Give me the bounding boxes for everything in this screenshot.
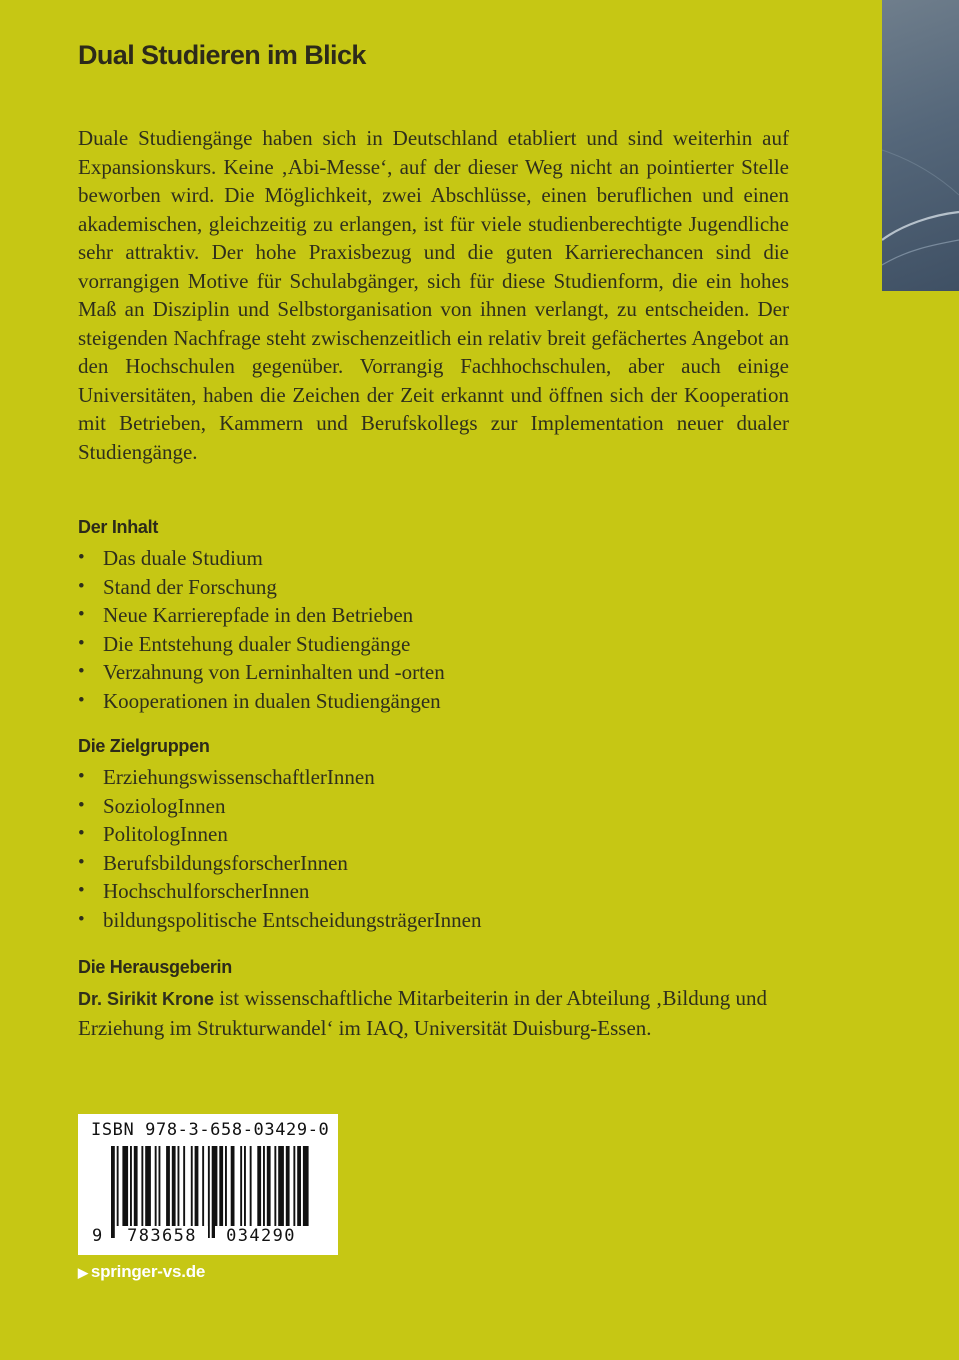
list-item: [78, 877, 482, 906]
bullet-icon: •: [78, 632, 85, 654]
list-item-label: HochschulforscherInnen: [103, 879, 310, 903]
bullet-icon: •: [78, 880, 85, 901]
list-item-label: Die Entstehung dualer Studiengänge: [103, 631, 411, 656]
bullet-icon: •: [78, 575, 85, 597]
list-item: [78, 687, 445, 716]
list-item-label: ErziehungswissenschaftlerInnen: [103, 765, 375, 789]
list-item-label: Das duale Studium: [103, 546, 263, 570]
editor-heading: Die Herausgeberin: [78, 957, 232, 977]
list-item: [78, 544, 445, 573]
editor-name: Dr. Sirikit Krone: [78, 989, 215, 1009]
list-item-label: Kooperationen in dualen Studiengängen: [103, 688, 441, 713]
bullet-icon: •: [78, 661, 85, 682]
corner-curves-graphic: [882, 0, 959, 291]
list-item-label: Verzahnung von Lerninhalten und -orten: [103, 660, 445, 684]
isbn-label: ISBN 978-3-658-03429-0: [91, 1120, 330, 1140]
bullet-icon: •: [78, 794, 85, 816]
list-item-label: Neue Karrierepfade in den Betrieben: [103, 603, 414, 627]
book-blurb: Duale Studiengänge haben sich in Deutschland etabliert und sind weiterhin auf Expansionskurs. Keine ‚Abi-Messe‘, auf der dieser Weg nicht an pointierter Stelle beworben wird. Die Möglichkeit, zwei Abschlüsse, einen beruflichen und einen akademischen, gleichzeitig zu erlangen, ist für viele studienberechtigte Jugendliche sehr attraktiv. Der hohe Praxisbezug und die guten Karrierechancen sind die vorrangigen Motive für Schulabgänger, sich für diese Studienform, die ein hohes Maß an Disziplin und Selbstorganisation von ihnen verlangt, zu entscheiden. Der steigenden Nachfrage steht zwischenzeitlich ein relativ breit gefächertes Angebot an den Hochschulen gegenüber. Vorrangig Fachhochschulen, aber auch einige Universitäten, haben die Zeichen der Zeit erkannt und öffnen sich der Kooperation mit Betrieben, Kammern und Berufskollegs zur Implementation neuer dualer Studiengänge.: [78, 126, 789, 464]
list-item: [78, 630, 445, 659]
bullet-icon: •: [78, 908, 85, 930]
list-item: [78, 573, 445, 602]
list-item: [78, 601, 445, 630]
barcode-digits-right: 034290: [215, 1226, 307, 1246]
editor-bio: [78, 984, 789, 1042]
bullet-icon: •: [78, 766, 85, 787]
bullet-icon: •: [78, 823, 85, 844]
bullet-icon: •: [78, 851, 85, 873]
contents-list: [78, 544, 445, 715]
play-arrow-icon: ▶: [78, 1265, 88, 1280]
list-item-label: SoziologInnen: [103, 793, 226, 818]
list-item: [78, 849, 482, 878]
contents-heading: Der Inhalt: [78, 517, 159, 537]
book-title: Dual Studieren im Blick: [78, 40, 366, 70]
list-item: [78, 906, 482, 935]
list-item: [78, 763, 482, 792]
audience-heading: Die Zielgruppen: [78, 736, 210, 756]
list-item-label: PolitologInnen: [103, 822, 228, 846]
bullet-icon: •: [78, 604, 85, 625]
cover-corner-graphic: [882, 0, 959, 291]
list-item: [78, 792, 482, 821]
list-item-label: BerufsbildungsforscherInnen: [103, 850, 348, 875]
publisher-website[interactable]: [78, 1262, 205, 1282]
list-item-label: bildungspolitische EntscheidungsträgerInnen: [103, 907, 482, 932]
website-url: springer-vs.de: [90, 1262, 206, 1281]
editor-description: ist wissenschaftliche Mitarbeiterin in der Abteilung ‚Bildung und Erziehung im Strukturwandel‘ im IAQ, Universität Duisburg-Essen.: [78, 986, 767, 1040]
list-item: [78, 820, 482, 849]
list-item: [78, 658, 445, 687]
barcode-digit-first: 9: [92, 1226, 103, 1246]
bullet-icon: •: [78, 547, 85, 568]
bullet-icon: •: [78, 689, 85, 711]
list-item-label: Stand der Forschung: [103, 574, 277, 599]
isbn-barcode: [78, 1114, 338, 1255]
audience-list: [78, 763, 482, 934]
barcode-digits-left: 783658: [116, 1226, 208, 1246]
